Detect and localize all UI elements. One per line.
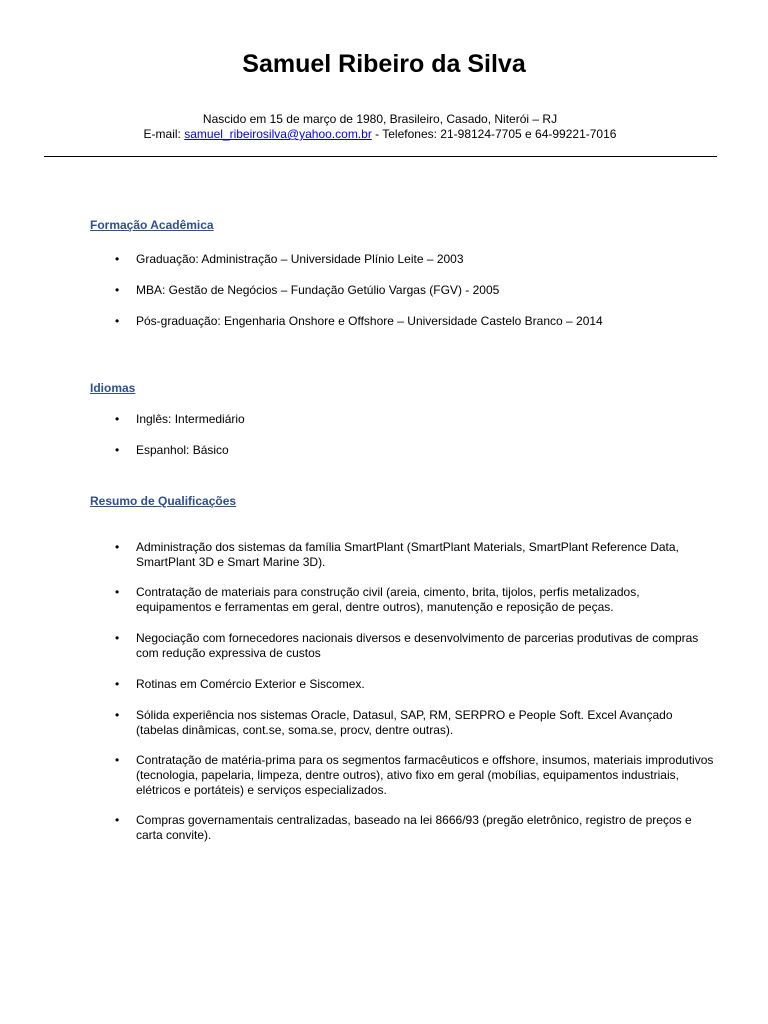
bullet-icon: • bbox=[115, 631, 120, 645]
candidate-name: Samuel Ribeiro da Silva bbox=[242, 50, 526, 78]
bullet-icon: • bbox=[115, 708, 120, 722]
qualification-item: Administração dos sistemas da família SmartPlant (SmartPlant Materials, SmartPlant Reference Data, SmartPlant 3D e Smart Marine 3D). bbox=[136, 540, 679, 569]
qualification-item: Contratação de matéria-prima para os segmentos farmacêuticos e offshore, insumos, materiais improdutivos (tecnologia, papelaria, limpeza, dentre outros), ativo fixo em geral (mobílias, equipamentos industriais, elétricos e portáteis) e serviços especializados. bbox=[136, 753, 714, 797]
bullet-icon: • bbox=[115, 753, 120, 767]
qualification-item: Compras governamentais centralizadas, baseado na lei 8666/93 (pregão eletrônico, registro de preços e carta convite). bbox=[136, 813, 692, 842]
qualification-item: Contratação de materiais para construção civil (areia, cimento, brita, tijolos, perfis metalizados, equipamentos e ferramentas em geral, dentre outros), manutenção e reposição de peças. bbox=[136, 585, 640, 614]
section-heading-education: Formação Acadêmica bbox=[90, 218, 214, 232]
bullet-icon: • bbox=[115, 443, 120, 457]
education-item: Graduação: Administração – Universidade Plínio Leite – 2003 bbox=[136, 252, 464, 266]
qualification-item: Sólida experiência nos sistemas Oracle, Datasul, SAP, RM, SERPRO e People Soft. Excel Avançado (tabelas dinâmicas, cont.se, soma.se, procv, dentre outras). bbox=[136, 708, 673, 737]
education-item: Pós-graduação: Engenharia Onshore e Offshore – Universidade Castelo Branco – 2014 bbox=[136, 314, 603, 328]
section-heading-qualifications: Resumo de Qualificações bbox=[90, 494, 237, 508]
bullet-icon: • bbox=[115, 677, 120, 691]
bullet-icon: • bbox=[115, 813, 120, 827]
qualification-item: Negociação com fornecedores nacionais diversos e desenvolvimento de parcerias produtivas de compras com redução expressiva de custos bbox=[136, 631, 699, 660]
language-item: Espanhol: Básico bbox=[136, 443, 229, 457]
bullet-icon: • bbox=[115, 585, 120, 599]
section-heading-languages: Idiomas bbox=[90, 381, 136, 395]
bullet-icon: • bbox=[115, 540, 120, 554]
bullet-icon: • bbox=[115, 314, 120, 328]
header-divider bbox=[44, 156, 717, 157]
language-item: Inglês: Intermediário bbox=[136, 412, 245, 426]
email-label: E-mail: bbox=[143, 127, 185, 141]
contact-line bbox=[0, 127, 760, 142]
email-link[interactable]: samuel_ribeirosilva@yahoo.com.br bbox=[184, 127, 372, 141]
birth-info: Nascido em 15 de março de 1980, Brasileiro, Casado, Niterói – RJ bbox=[202, 112, 558, 126]
phones-text: - Telefones: 21-98124-7705 e 64-99221-7016 bbox=[371, 127, 617, 141]
education-item: MBA: Gestão de Negócios – Fundação Getúlio Vargas (FGV) - 2005 bbox=[136, 283, 500, 297]
bullet-icon: • bbox=[115, 283, 120, 297]
qualification-item: Rotinas em Comércio Exterior e Siscomex. bbox=[136, 677, 365, 691]
bullet-icon: • bbox=[115, 252, 120, 266]
bullet-icon: • bbox=[115, 412, 120, 426]
